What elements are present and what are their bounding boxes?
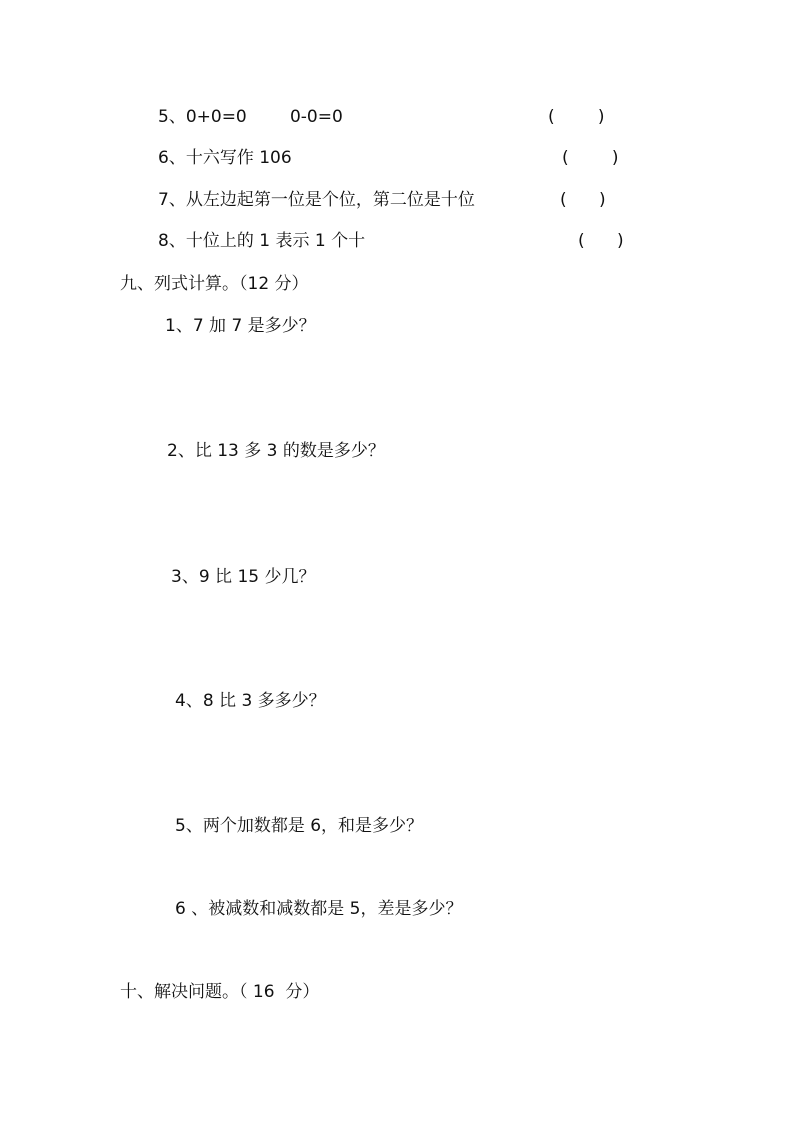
answer-blank-7[interactable]: ( )	[560, 190, 606, 210]
section-10-title: 十、解决问题。（ 16 分）	[120, 982, 320, 1002]
answer-blank-8[interactable]: ( )	[578, 231, 624, 251]
judge-item-5: 5、0+0=0 0-0=0	[158, 107, 343, 127]
section-9-question-4: 4、8 比 3 多多少？	[175, 691, 326, 711]
judge-item-7: 7、从左边起第一位是个位，第二位是十位	[158, 190, 475, 210]
section-9-question-3: 3、9 比 15 少几？	[171, 567, 316, 587]
section-9-question-5: 5、两个加数都是 6，和是多少？	[175, 816, 424, 836]
section-9-question-1: 1、7 加 7 是多少？	[165, 316, 316, 336]
judge-item-8: 8、十位上的 1 表示 1 个十	[158, 231, 366, 251]
section-9-title: 九、列式计算。（12 分）	[120, 274, 309, 294]
answer-blank-5[interactable]: ( )	[548, 107, 605, 127]
answer-blank-6[interactable]: ( )	[562, 148, 619, 168]
section-9-question-2: 2、比 13 多 3 的数是多少？	[167, 441, 385, 461]
section-9-question-6: 6 、被减数和减数都是 5，差是多少？	[175, 899, 463, 919]
judge-item-6: 6、十六写作 106	[158, 148, 292, 168]
